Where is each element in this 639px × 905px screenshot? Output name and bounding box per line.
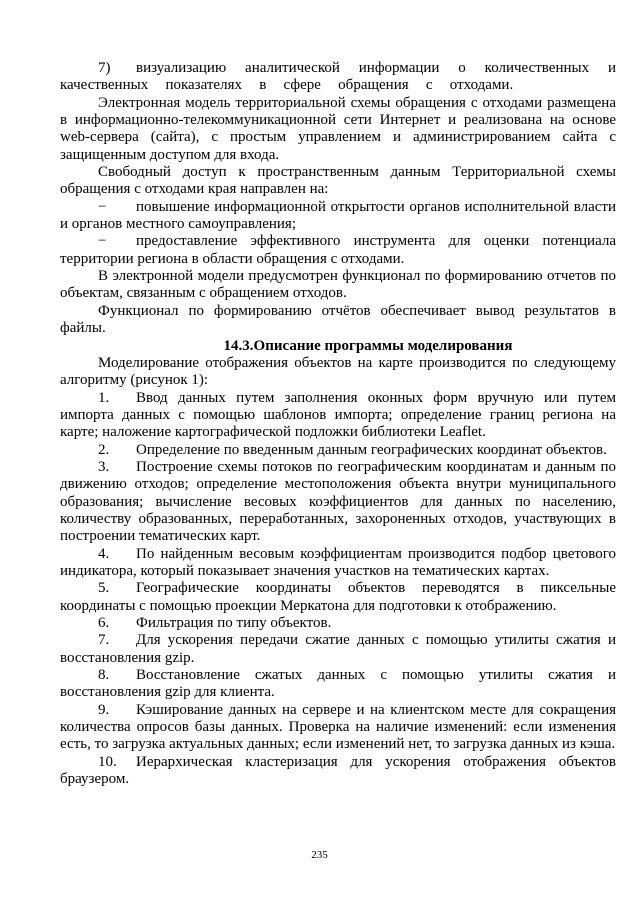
list-item-text: Определение по введенным данным географических координат объектов. <box>136 441 607 458</box>
body-text <box>60 60 616 788</box>
list-item-number: 3. <box>98 458 110 475</box>
paragraph-free-access: Свободный доступ к пространственным данным Территориальной схемы обращения с отходами края направлен на: <box>60 164 616 198</box>
list-item-text: Кэширование данных на сервере и на клиентском месте для сокращения количества опросов базы данных. Проверка на наличие изменений: если изменения есть, то загрузка актуальных данных; если изменений нет, то загрузка данных из кэша. <box>60 701 616 753</box>
paragraph-algorithm-intro: Моделирование отображения объектов на карте производится по следующему алгоритму (рисунок 1): <box>60 354 616 389</box>
section-heading: 14.3.Описание программы моделирования <box>223 337 513 354</box>
algorithm-list <box>60 390 616 789</box>
list-item <box>60 615 616 632</box>
list-item-text: Фильтрация по типу объектов. <box>136 615 332 631</box>
list-item-number: 9. <box>98 701 110 718</box>
list-item <box>60 580 616 615</box>
paragraph-report-output: Функционал по формированию отчётов обеспечивает вывод результатов в файлы. <box>60 302 616 337</box>
list-item <box>60 632 616 667</box>
list-item-text: Построение схемы потоков по географическим координатам и данным по движению отходов; определение местоположения объекта внутри муниципального образования; вычисление весовых коэффициентов для данных по населению, количеству образованных, переработанных, захороненных отходов, участвующих в построении тематических карт. <box>60 458 616 545</box>
list-item-text: Географические координаты объектов переводятся в пиксельные координаты с помощью проекции Меркатона для подготовки к отображению. <box>60 580 616 614</box>
dash-item-1-text: повышение информационной открытости органов исполнительной власти и органов местного самоуправления; <box>60 198 616 233</box>
list-item <box>60 442 616 459</box>
dash-item-2 <box>60 233 616 268</box>
list-item <box>60 459 616 546</box>
list-item-number: 1. <box>98 389 110 406</box>
dash-item-2-text: предоставление эффективного инструмента для оценки потенциала территории региона в области обращения с отходами. <box>60 233 616 267</box>
dash-marker: − <box>98 233 107 250</box>
paragraph-reports: В электронной модели предусмотрен функционал по формированию отчетов по объектам, связанным с обращением отходов. <box>60 268 616 302</box>
item-7-number: 7) <box>98 60 111 76</box>
list-item <box>60 702 616 754</box>
dash-item-1 <box>60 199 616 234</box>
list-item-text: Восстановление сжатых данных с помощью утилиты сжатия и восстановления gzip для клиента. <box>60 667 616 701</box>
list-item-number: 8. <box>98 667 110 684</box>
list-item-text: Для ускорения передачи сжатие данных с помощью утилиты сжатия и восстановления gzip. <box>60 632 616 666</box>
dash-marker: − <box>98 198 107 215</box>
list-item <box>60 390 616 442</box>
list-item-text: Ввод данных путем заполнения оконных форм вручную или путем импорта данных с помощью шаблонов импорта; определение границ региона на карте; наложение картографической подложки библиотеки Leaflet. <box>60 389 616 441</box>
list-item-number: 10. <box>98 753 117 770</box>
item-7-text: визуализацию аналитической информации о количественных и качественных показателях в сфере обращения с отходами. <box>60 60 616 94</box>
list-item <box>60 754 616 789</box>
paragraph-item-7 <box>60 60 616 95</box>
paragraph-electronic-model: Электронная модель территориальной схемы обращения с отходами размещена в информационно-телекоммуникационной сети Интернет и реализована на основе web-сервера (сайта), с простым управлением и администрированием сайта с защищенным доступом для входа. <box>60 94 616 163</box>
list-item <box>60 667 616 702</box>
list-item-text: Иерархическая кластеризация для ускорения отображения объектов браузером. <box>60 753 616 788</box>
list-item-number: 5. <box>98 580 110 597</box>
list-item <box>60 546 616 581</box>
list-item-number: 6. <box>98 615 110 631</box>
list-item-number: 4. <box>98 545 110 562</box>
list-item-number: 2. <box>98 441 110 458</box>
list-item-number: 7. <box>98 632 110 649</box>
page-number: 235 <box>311 849 328 861</box>
list-item-text: По найденным весовым коэффициентам производится подбор цветового индикатора, который показывает значения участков на тематических картах. <box>60 545 616 579</box>
